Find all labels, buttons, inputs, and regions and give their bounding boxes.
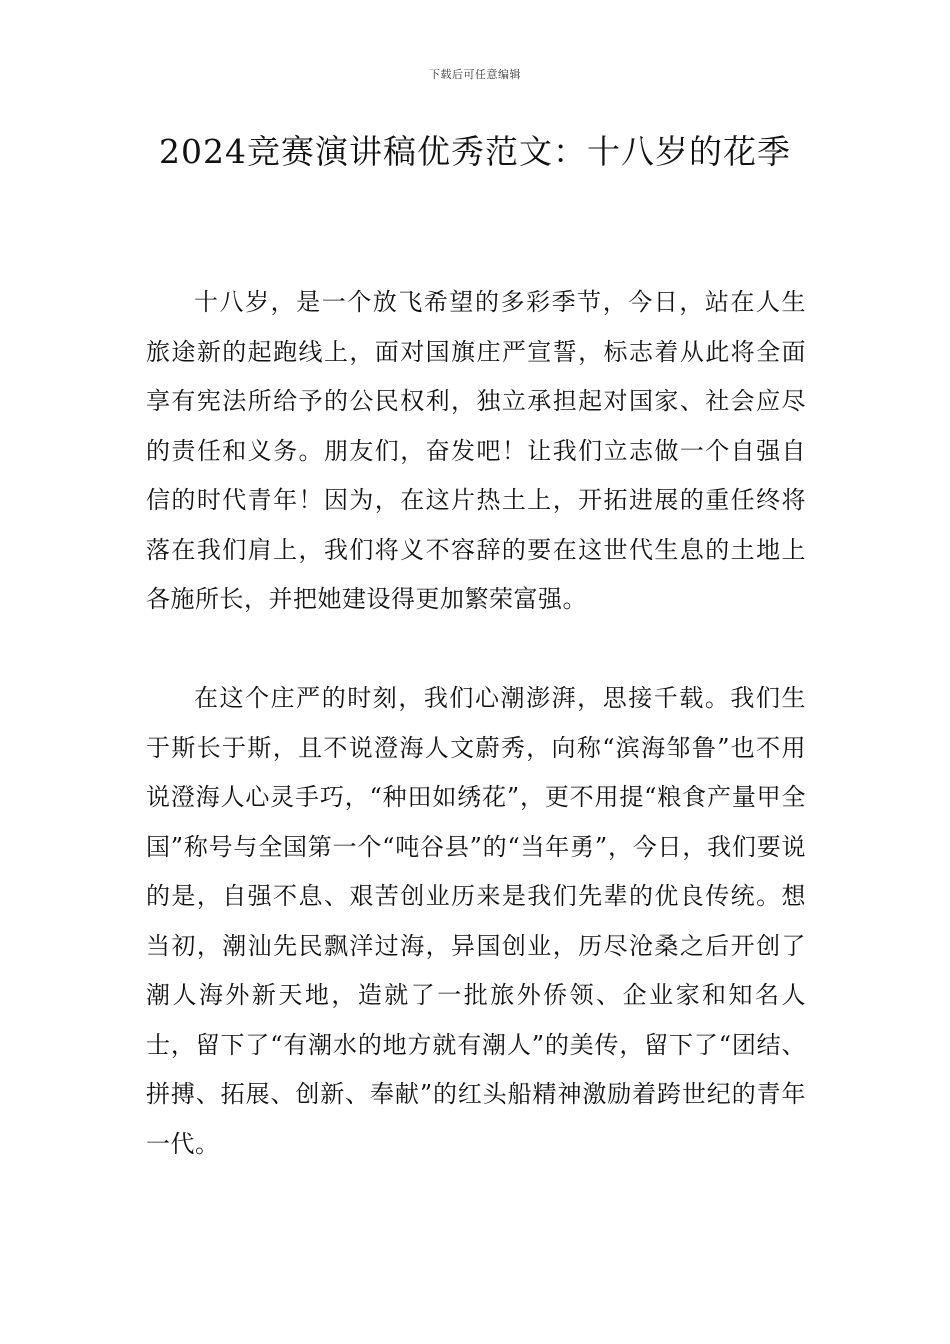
document-body — [146, 278, 806, 1169]
header-note: 下载后可任意编辑 — [429, 68, 521, 81]
document-title: 2024竞赛演讲稿优秀范文：十八岁的花季 — [159, 132, 791, 171]
paragraph-1: 十八岁，是一个放飞希望的多彩季节，今日，站在人生旅途新的起跑线上，面对国旗庄严宣誓，标志着从此将全面享有宪法所给予的公民权利，独立承担起对国家、社会应尽的责任和义务。朋友们，奋发吧！让我们立志做一个自强自信的时代青年！因为，在这片热土上，开拓进展的重任终将落在我们肩上，我们将义不容辞的要在这世代生息的土地上各施所长，并把她建设得更加繁荣富强。 — [146, 288, 806, 613]
paragraph-2: 在这个庄严的时刻，我们心潮澎湃，思接千载。我们生于斯长于斯，且不说澄海人文蔚秀，向称“滨海邹鲁”也不用说澄海人心灵手巧，“种田如绣花”，更不用提“粮食产量甲全国”称号与全国第一个“吨谷县”的“当年勇”，今日，我们要说的是，自强不息、艰苦创业历来是我们先辈的优良传统。想当初，潮汕先民飘洋过海，异国创业，历尽沧桑之后开创了潮人海外新天地，造就了一批旅外侨领、企业家和知名人士，留下了“有潮水的地方就有潮人”的美传，留下了“团结、拼搏、拓展、创新、奉献”的红头船精神激励着跨世纪的青年一代。 — [146, 684, 806, 1158]
